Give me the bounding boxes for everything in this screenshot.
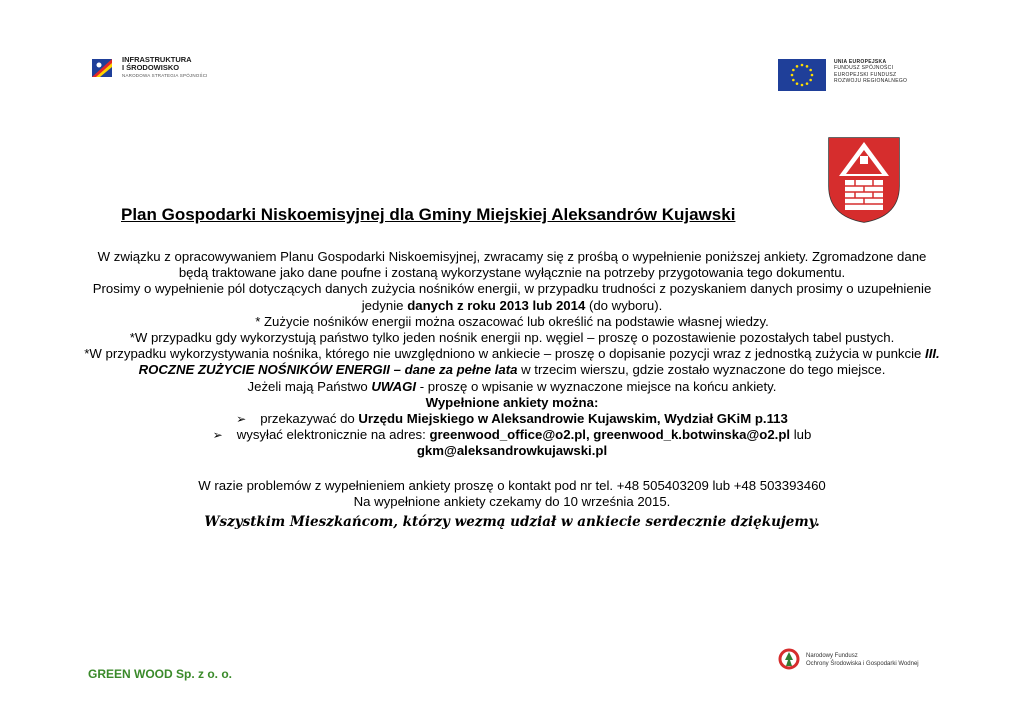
eu-text-line2: FUNDUSZ SPÓJNOŚCI — [834, 65, 894, 72]
contact-line: W razie problemów z wypełnieniem ankiety proszę o kontakt pod nr tel. +48 505403209 lub +48 503393460 — [198, 477, 826, 493]
nf-line1: Narodowy Fundusz — [806, 652, 858, 659]
logo-left-line2: I ŚRODOWISKO — [122, 63, 180, 72]
eu-text-line1: UNIA EUROPEJSKA — [834, 59, 887, 65]
nfosigw-emblem-icon — [778, 648, 800, 672]
intro-paragraph-1: W związku z opracowywaniem Planu Gospodarki Niskoemisyjnej, zwracamy się z prośbą o wypełnienie poniższej ankiety. Zgromadzone dane będą traktowane jako dane poufne i zostaną wykorzystane wyłącznie na potrzeby przygotowania tego dokumentu. — [97, 249, 927, 281]
nfosigw-logo — [778, 648, 919, 672]
intro-paragraph-4: *W przypadku gdy wykorzystują państwo tylko jeden nośnik energii np. węgiel – proszę o pozostawienie pozostałych tabel pustych. — [129, 330, 895, 346]
deadline-line: Na wypełnione ankiety czekamy do 10 września 2015. — [353, 493, 671, 509]
eu-flag-icon — [778, 59, 826, 91]
company-name: GREEN WOOD Sp. z o. o. — [88, 667, 232, 681]
nf-line2: Ochrony Środowiska i Gospodarki Wodnej — [806, 661, 919, 667]
intro-paragraph-5: *W przypadku wykorzystywania nośnika, którego nie uwzględniono w ankiecie – proszę o dopisanie pozycji wraz z jednostką zużycia w punkcie III. ROCZNE ZUŻYCIE NOŚNIKÓW ENERGII – dane za pełne lata w trzecim wierszu, gdzie zostało wyznaczone do tego miejsce. — [84, 346, 940, 378]
eu-text-line4: ROZWOJU REGIONALNEGO — [834, 77, 908, 84]
logo-left-line1: INFRASTRUKTURA — [122, 55, 192, 64]
intro-paragraph-3: * Zużycie nośników energii można oszacować lub określić na podstawie własnej wiedzy. — [255, 313, 769, 329]
delivery-heading: Wypełnione ankiety można: — [425, 394, 599, 410]
email-links[interactable]: greenwood_office@o2.pl, greenwood_k.botwinska@o2.pl — [429, 427, 791, 443]
infrastruktura-logo — [90, 46, 230, 90]
intro-paragraph-6: Jeżeli mają Państwo UWAGI - proszę o wpisanie w wyznaczone miejsce na końcu ankiety. — [247, 378, 777, 394]
eu-logo — [778, 59, 907, 91]
page-title: Plan Gospodarki Niskoemisyjnej dla Gminy Miejskiej Aleksandrów Kujawski — [121, 205, 736, 224]
arrow-bullet-icon: ➢ — [212, 428, 223, 443]
thanks-line: Wszystkim Mieszkańcom, którzy wezmą udział w ankiecie serdecznie dziękujemy. — [204, 514, 820, 531]
delivery-option-office: ➢ przekazywać do Urzędu Miejskiego w Aleksandrowie Kujawskim, Wydział GKiM p.113 — [236, 411, 788, 427]
eu-text-line3: EUROPEJSKI FUNDUSZ — [834, 71, 897, 78]
survey-intro — [84, 249, 940, 530]
intro-paragraph-2: Prosimy o wypełnienie pól dotyczących danych zużycia nośników energii, w przypadku trudności z pozyskaniem danych prosimy o uzupełnienie jedynie danych z roku 2013 lub 2014 (do wyboru). — [92, 281, 932, 313]
delivery-option-email: ➢ wysyłać elektronicznie na adres: greenwood_office@o2.pl, greenwood_k.botwinska@o2.pl lub — [212, 427, 812, 443]
infrastruktura-emblem-icon — [90, 55, 116, 81]
email-link-gkm[interactable]: gkm@aleksandrowkujawski.pl — [416, 443, 608, 459]
arrow-bullet-icon: ➢ — [236, 412, 247, 427]
logo-left-line3: NARODOWA STRATEGIA SPÓJNOŚCI — [122, 73, 208, 78]
